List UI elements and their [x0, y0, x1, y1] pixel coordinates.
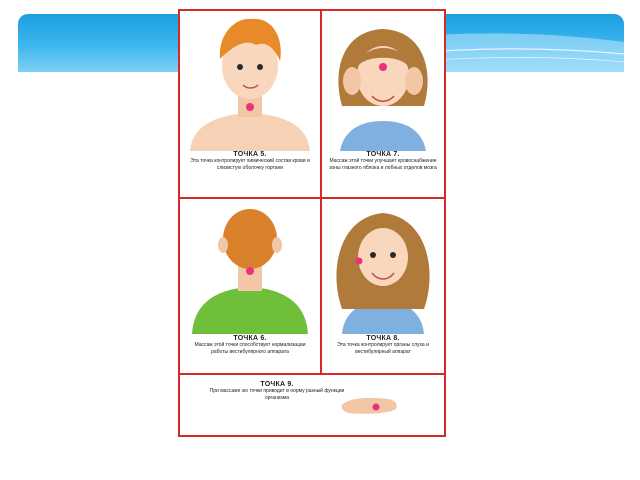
girl-smiling-illustration	[322, 199, 444, 334]
girl-eyes-illustration	[322, 11, 444, 151]
point-9-description: При массаже эю точки приводит в норму разный функции организма	[209, 388, 345, 401]
point-8-card	[322, 199, 444, 373]
massage-points-poster	[178, 9, 446, 437]
point-8-title: ТОЧКА 8.	[366, 335, 400, 342]
point-7-marker	[379, 63, 387, 71]
point-9-card	[180, 375, 444, 435]
point-9-marker	[373, 404, 380, 411]
point-9-title: ТОЧКА 9.	[260, 381, 294, 388]
point-7-title: ТОЧКА 7.	[366, 151, 400, 158]
point-6-title: ТОЧКА 6.	[233, 335, 267, 342]
hand-illustration	[340, 393, 400, 419]
point-7-card	[322, 11, 444, 197]
point-6-card	[180, 199, 320, 373]
point-5-title: ТОЧКА 5.	[233, 151, 267, 158]
point-6-marker	[246, 267, 254, 275]
boy-back-illustration	[180, 199, 320, 334]
point-5-description: Эта точка контролирует химический состав крови и слизистую оболочку гортани	[190, 158, 310, 171]
point-6-description: Массаж этой точки способствует нормализации работы вестибулярного аппарата	[194, 342, 306, 355]
point-5-marker	[246, 103, 254, 111]
point-8-description: Эта точка контролирует органы слуха и вестибулярный аппарат	[337, 342, 429, 355]
boy-front-illustration	[180, 11, 320, 151]
point-5-card	[180, 11, 320, 197]
point-8-marker	[356, 258, 363, 265]
point-7-description: Массаж этой точки улучшает кровоснабжение зоны глазного яблока и лобных отделов мозга	[329, 158, 437, 171]
